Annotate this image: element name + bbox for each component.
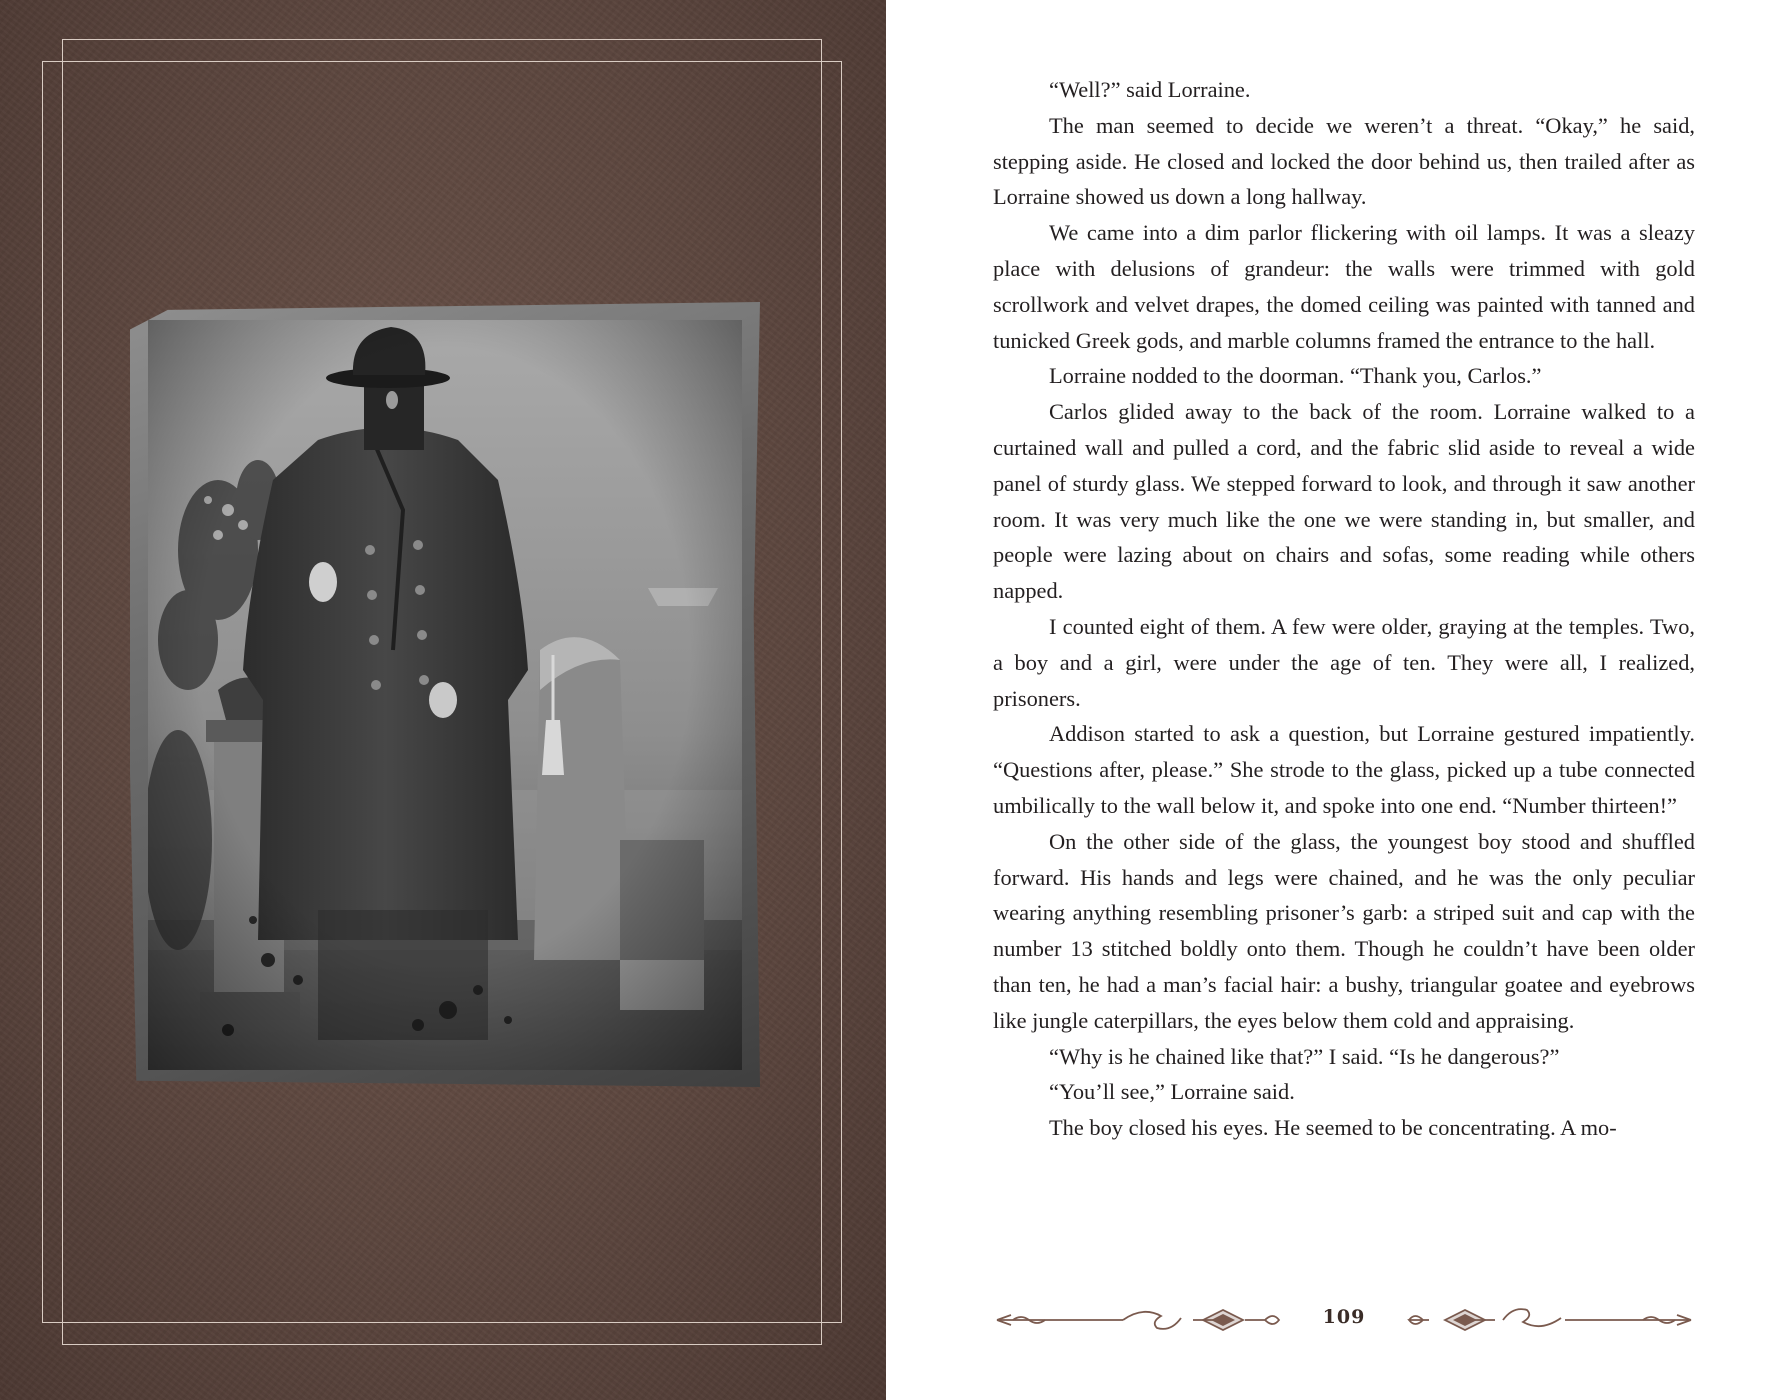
paragraph: Addison started to ask a question, but Lorraine gestured impatiently. “Questions after, please.” She strode to the glass, picked up a tube connected umbilically to the wall below it, and spoke into one end. “Number thirteen!” bbox=[993, 721, 1695, 818]
tintype-photograph bbox=[130, 302, 760, 1087]
body-text bbox=[993, 72, 1695, 1146]
paragraph: On the other side of the glass, the youngest boy stood and shuffled forward. His hands and legs were chained, and he was the only peculiar wearing anything resembling prisoner’s garb: a striped suit and cap with the number 13 stitched boldly onto them. Though he couldn’t have been older than ten, he had a man’s facial hair: a bushy, triangular goatee and eyebrows like jungle caterpillars, the eyes below them cold and appraising. bbox=[993, 828, 1695, 1033]
page-number: 109 bbox=[1322, 1306, 1366, 1328]
paragraph: Carlos glided away to the back of the room. Lorraine walked to a curtained wall and pulled a cord, and the fabric slid aside to reveal a wide panel of sturdy glass. We stepped forward to look, and through it saw another room. It was very much like the one we were standing in, but smaller, and people were lazing about on chairs and sofas, some reading while others napped. bbox=[993, 399, 1695, 604]
page-footer bbox=[993, 1300, 1695, 1340]
paragraph: I counted eight of them. A few were older, graying at the temples. Two, a boy and a girl, were under the age of ten. They were all, I realized, prisoners. bbox=[993, 613, 1695, 711]
paragraph: “Why is he chained like that?” I said. “Is he dangerous?” bbox=[1049, 1043, 1560, 1069]
paragraph: We came into a dim parlor flickering with oil lamps. It was a sleazy place with delusions of grandeur: the walls were trimmed with gold scrollwork and velvet drapes, the domed ceiling was painted with tanned and tunicked Greek gods, and marble columns framed the entrance to the hall. bbox=[993, 220, 1695, 353]
paragraph: The boy closed his eyes. He seemed to be concentrating. A mo- bbox=[1049, 1115, 1617, 1141]
right-page bbox=[886, 0, 1772, 1400]
paragraph: “You’ll see,” Lorraine said. bbox=[1049, 1079, 1295, 1105]
paragraph: The man seemed to decide we weren’t a threat. “Okay,” he said, stepping aside. He closed and locked the door behind us, then trailed after as Lorraine showed us down a long hallway. bbox=[993, 112, 1695, 210]
paragraph: “Well?” said Lorraine. bbox=[1049, 77, 1251, 102]
paragraph: Lorraine nodded to the doorman. “Thank you, Carlos.” bbox=[1049, 363, 1542, 389]
photo-man-in-overcoat-and-hat bbox=[148, 320, 742, 1070]
